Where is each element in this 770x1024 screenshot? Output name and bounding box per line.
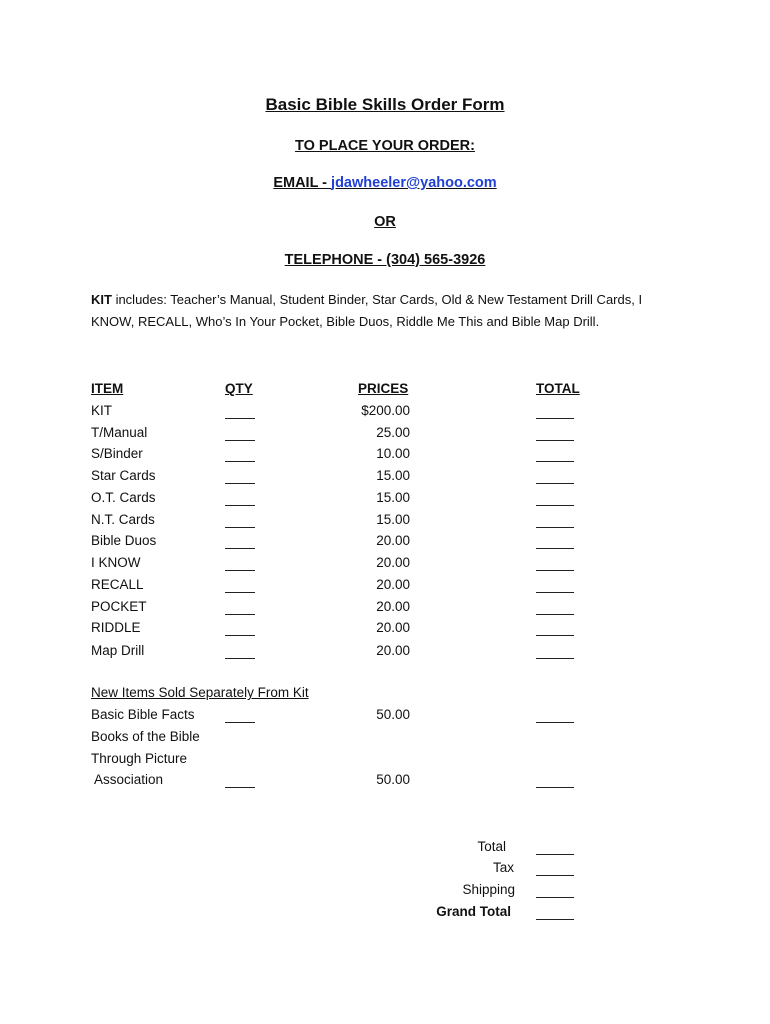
qty-blank[interactable] (225, 570, 255, 571)
item-name: Star Cards (91, 468, 156, 483)
summary-grand-total-label: Grand Total (436, 904, 511, 919)
separate-item-name-line (0, 751, 770, 771)
summary-tax-label: Tax (492, 860, 514, 875)
kit-item-row (0, 512, 770, 532)
item-name: N.T. Cards (91, 512, 155, 527)
item-price: $200.00 (361, 403, 410, 418)
kit-description-line2: KNOW, RECALL, Who’s In Your Pocket, Bible Duos, Riddle Me This and Bible Map Drill. (91, 313, 600, 329)
qty-blank[interactable] (225, 527, 255, 528)
total-blank[interactable] (536, 787, 574, 788)
column-header-qty: QTY (225, 381, 253, 396)
total-blank[interactable] (536, 548, 574, 549)
item-name: KIT (91, 403, 113, 418)
item-price: 20.00 (376, 533, 410, 548)
summary-shipping-blank[interactable] (536, 897, 574, 898)
kit-item-row (0, 533, 770, 553)
column-header-total: TOTAL (536, 381, 580, 396)
total-blank[interactable] (536, 461, 574, 462)
total-blank[interactable] (536, 440, 574, 441)
qty-blank[interactable] (225, 592, 255, 593)
qty-blank[interactable] (225, 483, 255, 484)
summary-total-blank[interactable] (536, 854, 574, 855)
kit-item-row (0, 446, 770, 466)
qty-blank[interactable] (225, 722, 255, 723)
column-header-prices: PRICES (358, 381, 409, 396)
item-name: O.T. Cards (91, 490, 156, 505)
item-price: 10.00 (376, 446, 410, 461)
item-name: POCKET (91, 599, 147, 614)
item-name: I KNOW (91, 555, 141, 570)
summary-shipping-row (0, 882, 770, 902)
item-name-line: Association (91, 772, 164, 787)
kit-item-row (0, 577, 770, 597)
item-price: 50.00 (376, 707, 410, 722)
total-blank[interactable] (536, 722, 574, 723)
separate-items-heading: New Items Sold Separately From Kit (91, 685, 309, 700)
summary-shipping-label: Shipping (462, 882, 515, 897)
kit-description (91, 289, 691, 332)
total-blank[interactable] (536, 527, 574, 528)
summary-grand-total-row (0, 904, 770, 924)
or-separator: OR (374, 214, 396, 230)
kit-description-label: KIT (91, 292, 112, 307)
qty-blank[interactable] (225, 505, 255, 506)
kit-item-row (0, 468, 770, 488)
kit-item-row (0, 555, 770, 575)
summary-grand-total-blank[interactable] (536, 919, 574, 920)
qty-blank[interactable] (225, 787, 255, 788)
kit-item-row (0, 620, 770, 640)
item-price: 20.00 (376, 555, 410, 570)
order-heading: TO PLACE YOUR ORDER: (295, 138, 475, 154)
email-line (0, 175, 770, 191)
item-name: S/Binder (91, 446, 143, 461)
qty-blank[interactable] (225, 635, 255, 636)
item-price: 15.00 (376, 512, 410, 527)
item-name: RECALL (91, 577, 144, 592)
kit-item-row (0, 490, 770, 510)
item-price: 15.00 (376, 468, 410, 483)
total-blank[interactable] (536, 418, 574, 419)
qty-blank[interactable] (225, 418, 255, 419)
item-price: 50.00 (376, 772, 410, 787)
kit-description-line1: includes: Teacher’s Manual, Student Binder, Star Cards, Old & New Testament Drill Cards, I (111, 292, 643, 307)
total-blank[interactable] (536, 658, 574, 659)
summary-total-label: Total (477, 839, 506, 854)
email-link[interactable]: jdawheeler@yahoo.com (331, 175, 497, 191)
summary-tax-row (0, 860, 770, 880)
kit-item-row (0, 599, 770, 619)
qty-blank[interactable] (225, 614, 255, 615)
qty-blank[interactable] (225, 440, 255, 441)
total-blank[interactable] (536, 592, 574, 593)
summary-total-row (0, 839, 770, 859)
separate-item-row (0, 707, 770, 727)
separate-item-row (0, 772, 770, 792)
kit-item-row (0, 643, 770, 663)
item-price: 25.00 (376, 425, 410, 440)
total-blank[interactable] (536, 570, 574, 571)
form-title: Basic Bible Skills Order Form (265, 95, 505, 114)
item-name: T/Manual (91, 425, 148, 440)
item-name: RIDDLE (91, 620, 141, 635)
qty-blank[interactable] (225, 461, 255, 462)
email-label: EMAIL - (273, 175, 332, 191)
item-price: 20.00 (376, 643, 410, 658)
telephone-line: TELEPHONE - (304) 565-3926 (284, 252, 486, 268)
item-name: Bible Duos (91, 533, 157, 548)
item-name: Basic Bible Facts (91, 707, 195, 722)
item-price: 20.00 (376, 620, 410, 635)
column-header-item: ITEM (91, 381, 124, 396)
item-price: 20.00 (376, 577, 410, 592)
qty-blank[interactable] (225, 658, 255, 659)
total-blank[interactable] (536, 635, 574, 636)
item-price: 15.00 (376, 490, 410, 505)
total-blank[interactable] (536, 614, 574, 615)
summary-tax-blank[interactable] (536, 875, 574, 876)
separate-item-name-line (0, 729, 770, 749)
kit-item-row (0, 403, 770, 423)
item-price: 20.00 (376, 599, 410, 614)
total-blank[interactable] (536, 483, 574, 484)
kit-item-row (0, 425, 770, 445)
qty-blank[interactable] (225, 548, 255, 549)
total-blank[interactable] (536, 505, 574, 506)
item-name-line: Books of the Bible (91, 729, 200, 744)
item-name: Map Drill (91, 643, 145, 658)
item-name-line: Through Picture (91, 751, 188, 766)
